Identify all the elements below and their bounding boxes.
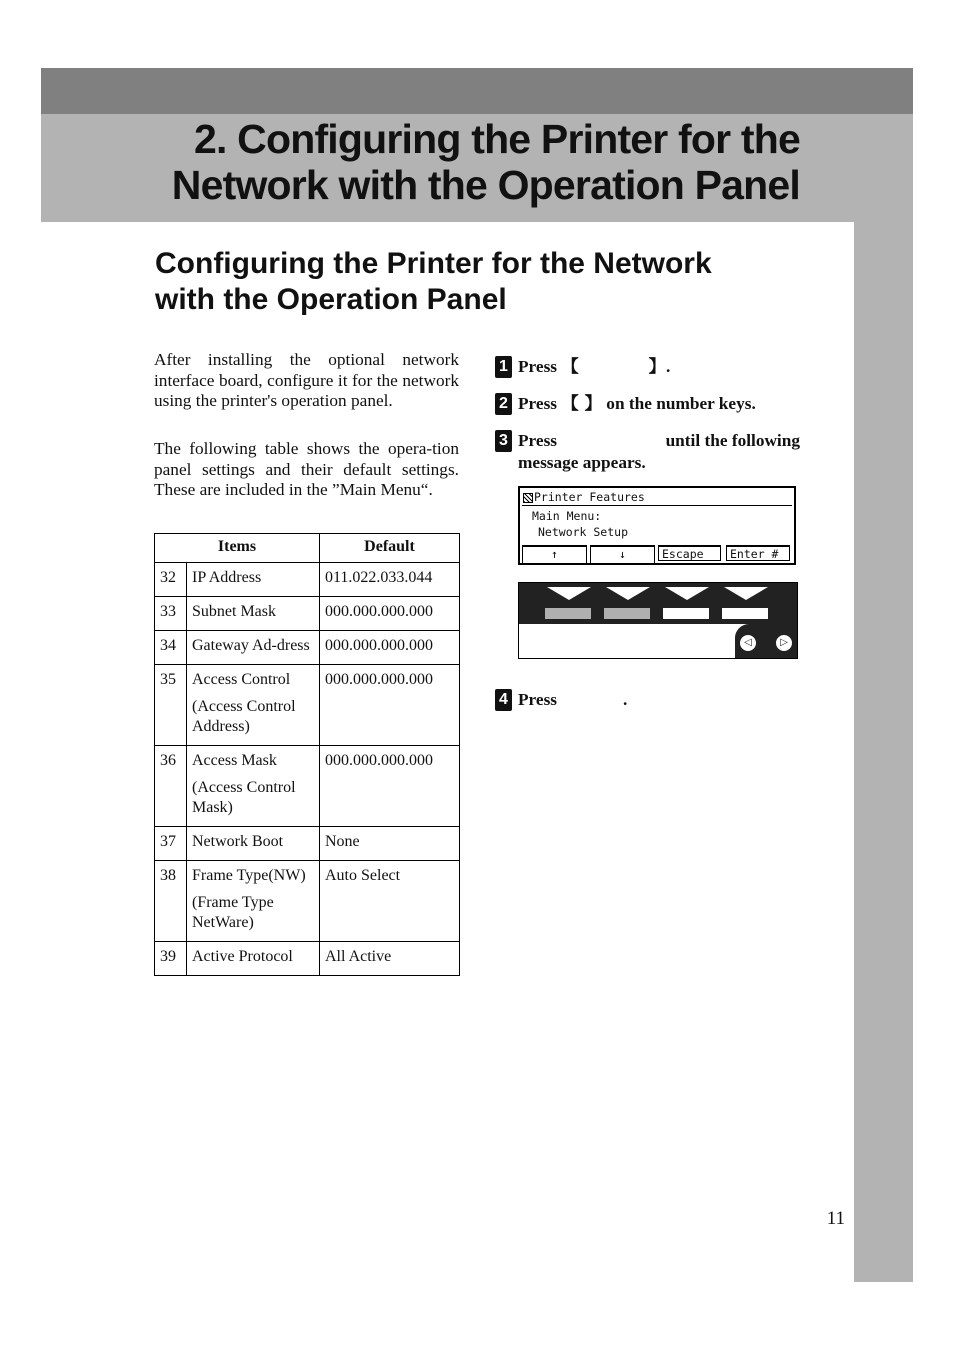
key-bracket-open: 【 (561, 394, 579, 413)
row-item-label: Network Boot (192, 833, 284, 850)
header-band-dark (41, 68, 913, 114)
side-tab-bar (854, 222, 913, 1282)
row-item-label: Gateway Ad-dress (192, 637, 310, 654)
items-header: Items (155, 534, 320, 563)
section-title-line2: with the Operation Panel (155, 283, 507, 316)
operation-panel (518, 582, 798, 659)
key-bracket-open: 【 (561, 357, 579, 376)
step-press-word: Press (518, 357, 558, 376)
softkey-3-button[interactable] (663, 608, 709, 619)
row-default: 011.022.033.044 (320, 563, 460, 597)
row-default: None (320, 827, 460, 861)
step-text (518, 430, 800, 474)
step-press-word: Press (518, 394, 558, 413)
softkey-4-button[interactable] (722, 608, 768, 619)
panel-key-strip (519, 583, 797, 624)
table-row (155, 597, 460, 631)
lcd-key-down[interactable]: ↓ (590, 545, 655, 564)
table-row (155, 861, 460, 942)
section-title (155, 246, 835, 318)
table-header-row (155, 534, 460, 563)
step-line2: message appears. (518, 453, 646, 472)
softkey-pointer-icon (665, 587, 709, 600)
row-default: All Active (320, 942, 460, 976)
panel-arrow-keys (735, 624, 797, 658)
table-row (155, 665, 460, 746)
step-until: until the following (665, 431, 800, 450)
row-item (187, 631, 320, 665)
default-header: Default (320, 534, 460, 563)
settings-table (154, 533, 460, 976)
chapter-title-line2: Network with the Operation Panel (171, 162, 800, 208)
lcd-key-enter[interactable]: Enter # (726, 545, 790, 561)
lcd-title: Printer Features (534, 490, 645, 504)
row-item (187, 827, 320, 861)
intro-paragraph-1: After installing the optional network interface board, configure it for the network using the printer's operation panel. (154, 350, 459, 410)
row-item-sublabel: (Access Control Address) (192, 698, 296, 735)
chapter-title-line1: 2. Configuring the Printer for the (193, 116, 800, 162)
lcd-line-2: Network Setup (538, 525, 629, 539)
row-item (187, 746, 320, 827)
table-row (155, 746, 460, 827)
chapter-title (60, 116, 800, 208)
step-number-badge: 1 (495, 356, 512, 378)
step-text (518, 393, 756, 415)
table-row (155, 827, 460, 861)
table-row (155, 563, 460, 597)
row-number: 37 (155, 827, 187, 861)
row-item (187, 942, 320, 976)
row-item-label: Frame Type(NW) (192, 867, 306, 884)
row-default: 000.000.000.000 (320, 746, 460, 827)
intro-paragraph-2: The following table shows the opera-tion panel settings and their default settings. These are included in the ”Main Menu“. (154, 439, 459, 499)
row-item-sublabel: (Frame Type NetWare) (192, 894, 274, 931)
row-number: 34 (155, 631, 187, 665)
softkey-pointer-icon (606, 587, 650, 600)
row-default: 000.000.000.000 (320, 631, 460, 665)
row-item-sublabel: (Access Control Mask) (192, 779, 296, 816)
row-default: 000.000.000.000 (320, 597, 460, 631)
lcd-title-bar (522, 490, 792, 506)
step-number-badge: 3 (495, 430, 512, 452)
lcd-softkeys (520, 545, 794, 563)
left-arrow-icon[interactable]: ◁ (739, 634, 757, 652)
page-number: 11 (826, 1208, 845, 1229)
step-press-word: Press (518, 431, 558, 450)
step-number-badge: 2 (495, 393, 512, 415)
row-item-label: IP Address (192, 569, 262, 586)
row-item-label: Subnet Mask (192, 603, 276, 620)
step-number-badge: 4 (495, 689, 512, 711)
row-default: Auto Select (320, 861, 460, 942)
step-rest: on the number keys. (606, 394, 756, 413)
step-press-word: Press (518, 690, 558, 709)
softkey-2-button[interactable] (604, 608, 650, 619)
lcd-display (518, 486, 796, 565)
row-default: 000.000.000.000 (320, 665, 460, 746)
row-item (187, 563, 320, 597)
row-item-label: Access Control (192, 671, 291, 688)
key-bracket-close: 】 (584, 394, 602, 413)
step-end: . (623, 690, 628, 709)
row-number: 36 (155, 746, 187, 827)
softkey-pointer-icon (724, 587, 768, 600)
key-bracket-close: 】 (648, 357, 666, 376)
section-title-line1: Configuring the Printer for the Network (155, 247, 712, 280)
right-arrow-icon[interactable]: ▷ (775, 634, 793, 652)
row-number: 35 (155, 665, 187, 746)
row-item (187, 861, 320, 942)
step-text (518, 356, 670, 378)
printer-status-icon (523, 493, 533, 503)
softkey-1-button[interactable] (545, 608, 591, 619)
row-item-label: Active Protocol (192, 948, 293, 965)
lcd-key-up[interactable]: ↑ (522, 545, 587, 564)
row-number: 32 (155, 563, 187, 597)
row-number: 38 (155, 861, 187, 942)
row-number: 39 (155, 942, 187, 976)
row-number: 33 (155, 597, 187, 631)
lcd-line-1: Main Menu: (532, 509, 602, 523)
softkey-pointer-icon (547, 587, 591, 600)
step-end: . (665, 357, 671, 376)
lcd-key-escape[interactable]: Escape (658, 545, 721, 561)
row-item (187, 597, 320, 631)
row-item (187, 665, 320, 746)
step-text (518, 689, 627, 711)
table-row (155, 631, 460, 665)
row-item-label: Access Mask (192, 752, 277, 769)
table-row (155, 942, 460, 976)
